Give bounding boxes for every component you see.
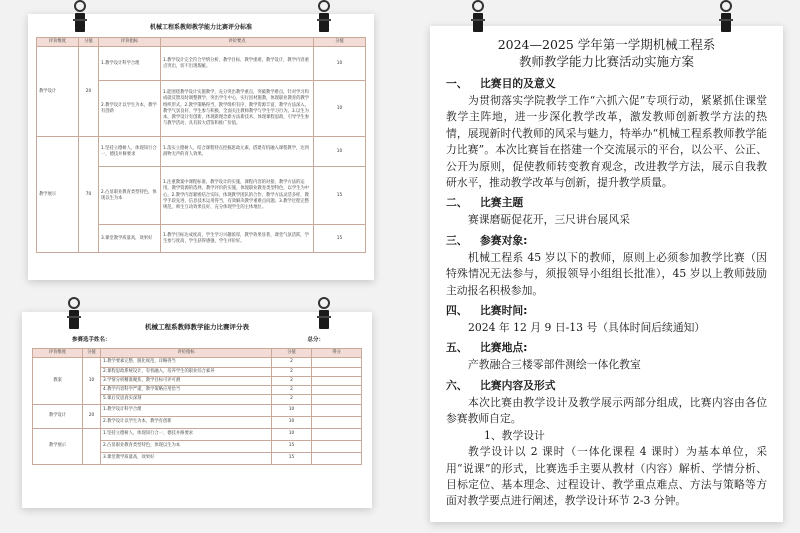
dimension-cell: 教案 (33, 358, 83, 404)
score-cell: 10 (272, 428, 312, 440)
section-heading: 二、 比赛主题 (446, 196, 524, 210)
doc-title-line2: 教师教学能力比赛活动实施方案 (518, 54, 694, 69)
indicator-cell: 5.课后反思真实深刻 (101, 395, 272, 404)
table-header-row (37, 38, 366, 47)
table-header-row (33, 349, 362, 358)
col-header: 评价要点 (161, 38, 314, 47)
score-cell: 10 (314, 137, 366, 167)
section-body: 为贯彻落实学院教学工作“六抓六促”专项行动，紧紧抓住课堂教学主阵地，进一步深化教学改革，激发教师创新教学方法的热情，展现新时代教师的风采与魅力，特举办“机械工程系教师教学能力比赛”。本次比赛旨在搭建一个交流展示的平台，以公平、公正、公开为原则，促使教师转变教育观念，改进教学方法，展示自我教研水平，推动教学改革与创新，提升教学质量。 (446, 94, 767, 190)
binder-clip-icon (66, 297, 82, 331)
binder-clip-icon (718, 0, 734, 34)
section-heading: 六、 比赛内容及形式 (446, 378, 556, 392)
col-header: 评价指标 (101, 349, 272, 358)
dimension-score-cell: 20 (79, 47, 99, 137)
points-cell: 1.落实立德树人，结合课程特点挖掘思政元素，搭建有机融入课程教学，达到润物无声的育人效果。 (161, 137, 314, 167)
sheet1-title: 机械工程系教师教学能力比赛评分标准 (149, 24, 252, 31)
table-row (33, 358, 362, 367)
dimension-score-cell: 10 (83, 358, 101, 404)
points-cell: 1.教学设计完全符合学情分析，教学目标，教学重难，教学设计，教学内容重点突出，切不出现瑕疵。 (161, 47, 314, 81)
section-body: 2024 年 12 月 9 日-13 号（具体时间后续通知） (468, 321, 706, 335)
col-header: 分值 (79, 38, 99, 47)
score-cell: 10 (272, 404, 312, 416)
score-input-cell[interactable] (312, 428, 362, 440)
score-input-cell[interactable] (312, 358, 362, 367)
indicator-cell: 1.教学要素完整、脱化规范、详略得当 (101, 358, 272, 367)
binder-clip-icon (72, 0, 88, 34)
indicator-cell: 2.凸显职业教育类型特色，体现以生为本 (99, 167, 161, 225)
score-cell: 2 (272, 358, 312, 367)
score-input-cell[interactable] (312, 452, 362, 464)
score-cell: 2 (272, 376, 312, 385)
points-cell: 1.注重教案中课程标准，教学设计的实施，课程内容的对接，教学方法的运用，教学资源的选择，教学评价的实施，体现职业教育类型特色，以学生为中心。2.教学内容紧密结合实际，体现教学团队的合作，教学方法灵活多样，教学手段先进，信息技术运用得当，有效解决教学重难点问题。3.教学过程完整规范，师生互动效果良好，充分体现学生的主体地位。 (161, 167, 314, 225)
section-heading: 一、 比赛目的及意义 (446, 77, 556, 90)
subsection-heading: 1、教学设计 (484, 428, 545, 442)
dimension-score-cell: 20 (83, 404, 101, 428)
indicator-cell: 1.教学设计科学合理 (99, 47, 161, 81)
score-cell: 10 (314, 81, 366, 137)
section-body: 产教融合三楼零部件测绘一体化教室 (468, 358, 641, 372)
score-cell: 15 (272, 440, 312, 452)
contestant-row (32, 334, 362, 346)
sheet2-title: 机械工程系教师教学能力比赛评分表 (145, 323, 249, 331)
indicator-cell: 1.坚持立德树人，体现知行合一，德技并修要求 (99, 137, 161, 167)
points-cell: 1.能围绕教学设计实施教学，充分突出教学重点，突破教学难点，针对学习和成就反馈及时调整教学，突出学生中心，实行因材施教，体现职业教育的教学组织形式。2.教学策略得当，教学组织有序，教学资源丰富，教学方法深入，教学气氛良好，学生参与积极，全面关注教师教学与学生学习行为。3.以生为本，教学设计有创新，体现新理念新方法新技术，体现课程思政，引导学生参与教学活动，具有较大借鉴和推广价值。 (161, 81, 314, 137)
section-body: 教学设计以 2 课时（一体化课程 4 课时）为基本单位，采用“说课”的形式，比赛选手主要从教材（内容）解析、学情分析、目标定位、基本理念、过程设计、教学重点难点、方法与策略等方面对教学要点进行阐述，教学设计环节 2-3 分钟。 (446, 445, 767, 508)
score-input-cell[interactable] (312, 386, 362, 395)
score-input-cell[interactable] (312, 404, 362, 416)
indicator-cell: 2.教学设计以学生为本，教学有创新 (99, 81, 161, 137)
col-header: 评价维度 (37, 38, 79, 47)
table-row (37, 47, 366, 81)
dimension-cell: 教学设计 (37, 47, 79, 137)
col-header: 评价指标 (99, 38, 161, 47)
indicator-cell: 3.课堂教学质量高，效果好 (101, 452, 272, 464)
col-header: 评价维度 (33, 349, 83, 358)
binder-clip-icon (470, 0, 486, 34)
scoring-table (32, 348, 362, 465)
section-heading: 四、 比赛时间: (446, 304, 528, 318)
section-heading: 三、 参赛对象: (446, 233, 528, 247)
indicator-cell: 2.课程思政系统设计，有机融入，培养学生的职业综合素养 (101, 367, 272, 376)
dimension-cell: 教学展示 (33, 428, 83, 464)
table-row (33, 404, 362, 416)
doc-title-line1: 2024—2025 学年第一学期机械工程系 (497, 37, 716, 52)
score-cell: 2 (272, 367, 312, 376)
score-input-cell[interactable] (312, 440, 362, 452)
section-body: 机械工程系 45 岁以下的教师，原则上必须参加教学比赛（因特殊情况无法参与，须报领导小组组长批准），45 岁以上教师鼓励主动报名积极参加。 (446, 250, 767, 297)
scoring-standard-table (36, 37, 366, 253)
indicator-cell: 3.学情分析精准聚焦，教学目标可评可测 (101, 376, 272, 385)
score-cell: 15 (314, 167, 366, 225)
dimension-score-cell (83, 428, 101, 464)
indicator-cell: 1.坚持立德树人，体现知行合一、德技并修要求 (101, 428, 272, 440)
dimension-cell: 教学展示 (37, 137, 79, 253)
score-input-cell[interactable] (312, 395, 362, 404)
score-cell: 2 (272, 386, 312, 395)
col-header: 得分 (312, 349, 362, 358)
col-header: 分值 (314, 38, 366, 47)
score-cell: 10 (272, 416, 312, 428)
score-cell: 2 (272, 395, 312, 404)
indicator-cell: 3.课堂教学质量高，效果好 (99, 225, 161, 253)
score-input-cell[interactable] (312, 376, 362, 385)
binder-clip-icon (316, 0, 332, 34)
scoring-standard-sheet (28, 14, 374, 280)
table-row (37, 137, 366, 167)
binder-clip-icon (316, 297, 332, 331)
total-score-label: 总分： (307, 337, 324, 343)
col-header: 分值 (83, 349, 101, 358)
scoring-sheet (22, 312, 372, 508)
col-header: 分值 (272, 349, 312, 358)
section-body: 本次比赛由教学设计及教学展示两部分组成，比赛内容由各位参赛教师自定。 (446, 395, 767, 426)
contestant-name-label: 参赛选手姓名： (72, 337, 111, 343)
score-input-cell[interactable] (312, 367, 362, 376)
dimension-score-cell: 70 (79, 137, 99, 253)
points-cell: 1.教学目标达成度高，学生学习兴趣浓厚，教学效果显著，课堂气氛活跃，学生参与度高，学生获得感强，学生评价好。 (161, 225, 314, 253)
dimension-cell: 教学设计 (33, 404, 83, 428)
indicator-cell: 1.教学设计科学合理 (101, 404, 272, 416)
table-row (33, 428, 362, 440)
score-cell: 15 (314, 225, 366, 253)
indicator-cell: 2.凸显职业教育类型特色，体现以生为本 (101, 440, 272, 452)
score-cell: 10 (314, 47, 366, 81)
indicator-cell: 2.教学设计以学生为本，教学有创新 (101, 416, 272, 428)
implementation-plan-document (430, 26, 783, 522)
section-body: 赛课磨砺促花开，三尺讲台展风采 (468, 213, 630, 227)
score-cell: 15 (272, 452, 312, 464)
section-heading: 五、 比赛地点: (446, 341, 528, 355)
indicator-cell: 4.教学内容科学严谨，教学策略应用恰当 (101, 386, 272, 395)
score-input-cell[interactable] (312, 416, 362, 428)
